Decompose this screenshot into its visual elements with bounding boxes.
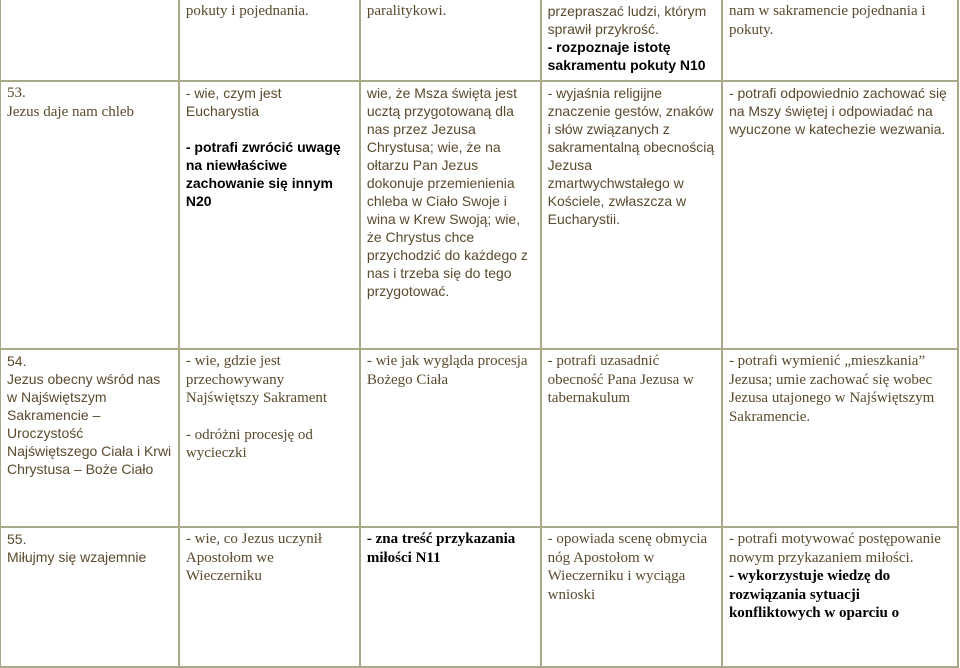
cell-text: - potrafi odpowiednio zachować się na Mszy świętej i odpowiadać na wyuczone w katechezie wezwania.: [728, 85, 947, 137]
cell-text: paralitykowi.: [366, 3, 447, 19]
cell-knowledge: [179, 349, 360, 527]
cell-skills: [360, 81, 541, 349]
cell-skills: [360, 527, 541, 667]
cell-knowledge: [179, 527, 360, 667]
cell-text: - wie, co Jezus uczynił Apostołom we Wieczerniku: [185, 531, 323, 584]
cell-text: - potrafi uzasadnić obecność Pana Jezusa w tabernakulum: [547, 353, 694, 406]
cell-text: - wie, gdzie jest przechowywany Najświętszy Sakrament: [185, 353, 328, 406]
cell-lesson: [0, 0, 179, 81]
cell-text: - opowiada scenę obmycia nóg Apostołom w Wieczerniku i wyciąga wnioski: [547, 531, 708, 603]
lesson-number: 54.: [7, 353, 27, 369]
cell-understanding: [541, 81, 722, 349]
cell-text-bold: - zna treść przykazania miłości N11: [366, 531, 516, 566]
cell-text: nam w sakramencie pojednania i pokuty.: [728, 3, 926, 38]
cell-text: - wie jak wygląda procesja Bożego Ciała: [366, 353, 528, 388]
cell-text: - potrafi wymienić „mieszkania” Jezusa; umie zachować się wobec Jezusa utajonego w Najświętszym Sakramencie.: [728, 353, 935, 425]
cell-knowledge: [179, 0, 360, 81]
cell-knowledge: [179, 81, 360, 349]
table-row: [0, 81, 958, 349]
cell-skills: [360, 0, 541, 81]
cell-text: - odróżni procesję od wycieczki: [185, 426, 313, 461]
lesson-title: Jezus obecny wśród nas w Najświętszym Sakramencie – Uroczystość Najświętszego Ciała i Krwi Chrystusa – Boże Ciało: [7, 371, 172, 477]
cell-attitudes: [722, 349, 958, 527]
cell-attitudes: [722, 0, 958, 81]
cell-lesson: [0, 527, 179, 667]
cell-text: wie, że Msza święta jest ucztą przygotowaną dla nas przez Jezusa Chrystusa; wie, że na ołtarzu Pan Jezus dokonuje przemienienia chleba w Ciało Swoje i wina w Krew Swoją; wie, że Chrystus chce przychodzić do każdego z nas i trzeba się do tego przygotować.: [366, 85, 528, 299]
lesson-title: Miłujmy się wzajemnie: [7, 549, 147, 565]
table-row: [0, 0, 958, 81]
cell-skills: [360, 349, 541, 527]
cell-text: - potrafi motywować postępowanie nowym przykazaniem miłości.: [728, 531, 941, 566]
cell-text-bold: - potrafi zwrócić uwagę na niewłaściwe zachowanie się innym N20: [185, 139, 341, 209]
cell-text-bold: - wykorzystuje wiedzę do rozwiązania sytuacji konfliktowych w oparciu o: [728, 568, 900, 621]
table-row: [0, 349, 958, 527]
lesson-number: 55.: [7, 531, 27, 547]
table-row: [0, 527, 958, 667]
cell-attitudes: [722, 81, 958, 349]
cell-understanding: [541, 349, 722, 527]
cell-lesson: [0, 81, 179, 349]
cell-understanding: [541, 527, 722, 667]
lesson-title: Jezus daje nam chleb: [7, 103, 135, 120]
lesson-number: 53.: [7, 85, 26, 101]
cell-text: przepraszać ludzi, którym sprawił przykrość.: [547, 3, 707, 37]
cell-text: - wie, czym jest Eucharystia: [185, 85, 282, 119]
cell-text: pokuty i pojednania.: [185, 3, 309, 19]
cell-attitudes: [722, 527, 958, 667]
cell-text: - wyjaśnia religijne znaczenie gestów, znaków i słów związanych z sakramentalną obecnością Jezusa zmartwychwstałego w Kościele, zwłaszcza w Eucharystii.: [547, 85, 715, 227]
cell-understanding: [541, 0, 722, 81]
cell-text-bold: - rozpoznaje istotę sakramentu pokuty N10: [547, 39, 706, 73]
cell-lesson: [0, 349, 179, 527]
